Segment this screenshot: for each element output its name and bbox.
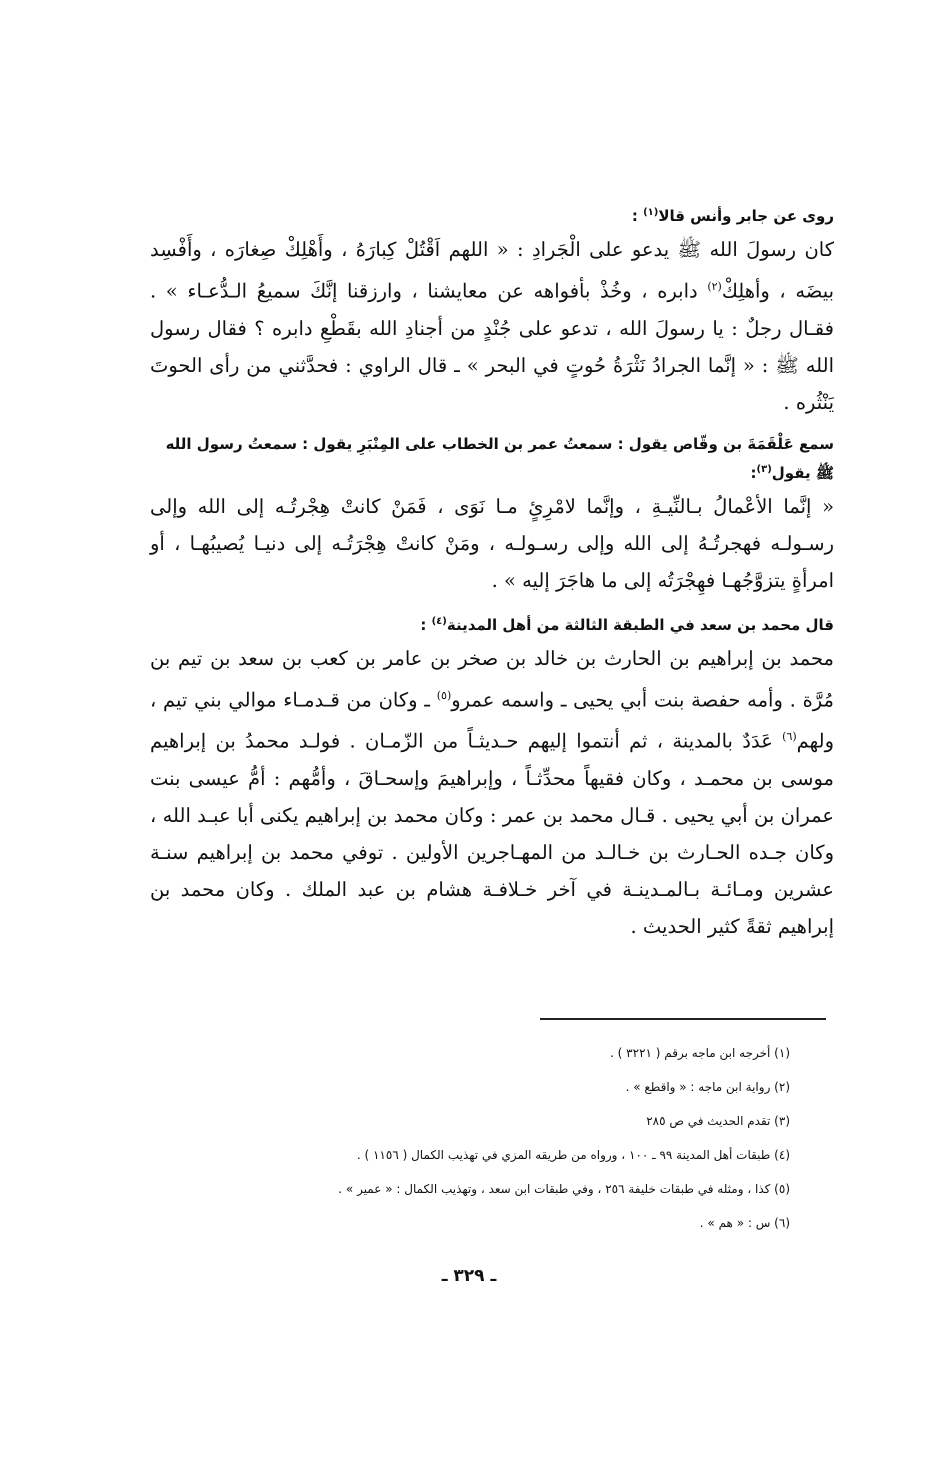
footnote-item: (٤) طبقات أهل المدينة ٩٩ ـ ١٠٠ ، ورواه من طريقه المزي في تهذيب الكمال ( ١١٥٦ ) . [356,1148,790,1162]
footnote-ref: (٤) [431,615,447,627]
footnote-item: (٦) س : « هم » . [699,1216,790,1230]
footnote-ref: (٦) [782,730,797,743]
page-number: ـ ٣٢٩ ـ [441,1266,497,1286]
section-body: محمد بن إبراهيم بن الحارث بن خالد بن صخر بن عامر بن كعب بن سعد بن تيم بن مُرَّة . وأمه حفصة بنت أبي يحيى ـ واسمه عمرو$^{(٥)}$ ـ وكان من قـدمـاء موالي بني تيم ، ولهم$^{(٦)}$ عَدَدٌ بالمدينة ، ثم أنتموا إليهم حـديثـاً من الزّمـان . فولـد محمدُ بن إبراهيم موسى بن محمـد ، وكان فقيهاً محدِّثـاً ، وإبراهيمَ وإسحـاقَ ، وأمُّهم : أمُّ عيسى بنت عمران بن أبي يحيى . قـال محمد بن عمر : وكان محمد بن إبراهيم يكنى أبا عبـد الله ، وكان جـده الحـارث بن خـالـد من المهـاجرين الأولين . توفي محمد بن إبراهيم سنـة عشرين ومـائـة بـالمـدينـة في آخر خـلافـة هشام بن عبد الملك . وكان محمد بن إبراهيم ثقةً كثير الحديث . [150,646,834,938]
section-niyyah [150,431,834,599]
footnotes-list [230,1036,790,1240]
section-jarad [150,200,834,421]
footnote-item: (٣) تقدم الحديث في ص ٢٨٥ [646,1114,790,1128]
section-heading: روى عن جابر وأنس قالا$^{(١)}$ : [631,207,834,225]
section-body: « إنَّما الأعْمالُ بـالنِّيـةِ ، وإنَّما لامْرِئٍ مـا نَوَى ، فَمَنْ كانتْ هِجْرتُـه إلى الله وإلى رسـولـه فهجرتُـهُ إلى الله وإلى رسـولـه ، ومَنْ كانتْ هِجْرَتُـه إلى دنيـا يُصيبُهـا ، أو امرأةٍ يتزوَّجُهـا فهِجْرَتُه إلى ما هاجَرَ إليه » . [150,494,834,592]
footnote-ref: (١) [643,207,659,218]
footnote-ref: (٣) [756,463,772,475]
footnote-divider [540,1018,826,1020]
section-heading: سمع عَلْقَمَةَ بن وقّاص يقول : سمعتُ عمر بن الخطاب على المِنْبَرِ يقول : سمعتُ رسول الله ﷺ يقول$^{(٣)}$: [165,434,834,482]
page-content [150,200,834,955]
section-heading: قال محمد بن سعد في الطبقة الثالثة من أهل المدينة$^{(٤)}$ : [420,615,834,634]
footnote-item: (١) أخرجه ابن ماجه برقم ( ٣٢٢١ ) . [610,1046,790,1060]
footnote-ref: (٥) [436,688,452,702]
footnote-item: (٥) كذا ، ومثله في طبقات خليفة ٢٥٦ ، وفي طبقات ابن سعد ، وتهذيب الكمال : « عمير » . [338,1182,790,1196]
footnote-ref: (٢) [707,280,722,293]
footnote-item: (٢) رواية ابن ماجه : « واقطع » . [625,1080,790,1094]
section-ibn-saad [150,609,834,945]
section-body: كان رسولَ الله ﷺ يدعو على الْجَرادِ : « اللهم اَقْتُلْ كِبارَهُ ، وأَهْلِكْ صِغارَه ، وأَفْسِد بيضَه ، وأهلِكْ$^{(٢)}$ دابره ، وخُذْ بأفواهه عن معايشنا ، وارزقنا إنَّكَ سميعُ الـدُّعـاء » . فقـال رجلٌ : يا رسولَ الله ، تدعو على جُنْدٍ من أجنادِ الله بقَطْعِ دابره ؟ فقال رسول الله ﷺ : « إنَّما الجرادُ نَثْرَةُ حُوتٍ في البحر » ـ قال الراوي : فحدَّثني من رأى الحوتَ يَنْثُره . [150,238,835,414]
